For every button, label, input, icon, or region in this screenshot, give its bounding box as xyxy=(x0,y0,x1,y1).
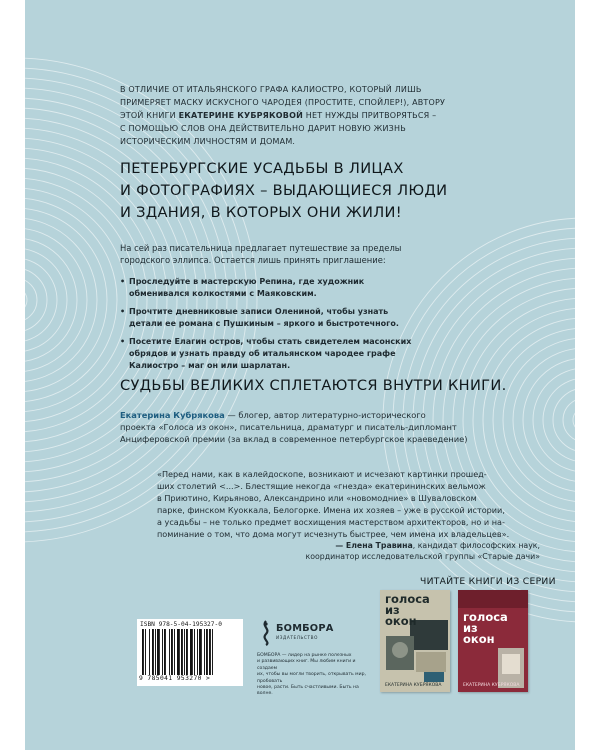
publisher-blurb-line: и развивающих книг. Мы любим книги и создаем xyxy=(257,659,356,671)
quote-line: поминание о том, что дома могут исчезнуть быстрее, чем имена их владельцев». xyxy=(157,529,510,539)
quote-line: а усадьбы – не только предмет восхищения мастерством архитекторов, но и на- xyxy=(157,517,505,527)
publisher-blurb xyxy=(257,653,369,698)
quote-line: парке, финском Куоккала, Белогорке. Имена их хозяев – уже в русской истории, xyxy=(157,505,505,515)
series-book-cover[interactable] xyxy=(380,590,450,692)
author-bio-line xyxy=(120,409,530,421)
lead-line: На сей раз писательница предлагает путешествие за пределы xyxy=(120,243,402,253)
ring xyxy=(573,408,575,432)
barcode-bar xyxy=(162,629,163,675)
barcode-bar xyxy=(212,629,213,675)
author-bio-line: проекта «Голоса из окон», писательница, драматург и писатель-дипломант xyxy=(120,422,457,432)
book-title-line: окон xyxy=(385,614,417,628)
reviewer-name: — Елена Травина xyxy=(335,541,413,550)
list-item xyxy=(120,306,530,330)
ring xyxy=(25,288,27,312)
list-item-line: обменивался колкостями с Маяковским. xyxy=(129,289,317,298)
ring xyxy=(553,388,575,452)
barcode-bar xyxy=(186,629,188,675)
author-bio xyxy=(120,409,530,445)
ring xyxy=(25,238,77,362)
barcode-bar xyxy=(204,629,205,675)
barcode-bar xyxy=(169,629,170,675)
tagline-line: И ЗДАНИЯ, В КОТОРЫХ ОНИ ЖИЛИ! xyxy=(120,204,402,221)
barcode-bar xyxy=(142,629,144,675)
list-item-line: детали ее романа с Пушкиным – яркого и быстротечного. xyxy=(129,319,399,328)
bombora-wave-icon xyxy=(259,620,273,646)
barcode-bar xyxy=(171,629,173,675)
book-title xyxy=(463,612,525,645)
intro-paragraph xyxy=(120,83,520,148)
barcode-bar xyxy=(206,629,208,675)
book-author: ЕКАТЕРИНА КУБРЯКОВА xyxy=(463,683,520,688)
intro-line: ИСТОРИЧЕСКИМ ЛИЧНОСТЯМ И ДОМАМ. xyxy=(120,137,296,146)
ring xyxy=(25,268,47,332)
ring xyxy=(25,198,117,402)
quote-attribution xyxy=(255,540,540,562)
publisher-blurb-line: новое, расти. Быть счастливыми. Быть на волне. xyxy=(257,685,359,697)
attribution-line xyxy=(255,540,540,551)
isbn-barcode-panel xyxy=(137,619,243,686)
author-bio-text: — блогер, автор литературно-исторического xyxy=(224,410,426,420)
book-title-line: из xyxy=(385,603,400,617)
tagline-line: ПЕТЕРБУРГСКИЕ УСАДЬБЫ В ЛИЦАХ xyxy=(120,160,404,177)
list-item-line: • Проследуйте в мастерскую Репина, где художник xyxy=(129,277,365,286)
barcode-bar xyxy=(181,629,183,675)
intro-line: С ПОМОЩЬЮ СЛОВ ОНА ДЕЙСТВИТЕЛЬНО ДАРИТ НОВУЮ ЖИЗНЬ xyxy=(120,124,406,133)
quote-line: ших столетий <...>. Блестящие некогда «гнезда» екатерининских вельмож xyxy=(157,481,486,491)
barcode-bar xyxy=(145,629,146,675)
series-book-cover[interactable] xyxy=(458,590,528,692)
fate-headline: СУДЬБЫ ВЕЛИКИХ СПЛЕТАЮТСЯ ВНУТРИ КНИГИ. xyxy=(120,377,507,394)
book-title-line: голоса xyxy=(463,610,508,624)
list-item-line: Калиостро – маг он или шарлатан. xyxy=(129,361,291,370)
book-title xyxy=(385,594,447,627)
author-bio-line: Анциферовской премии (за вклад в современное петербургское краеведение) xyxy=(120,434,468,444)
attribution-line: координатор исследовательской группы «Старые дачи» xyxy=(305,552,540,561)
book-title-line: из xyxy=(463,621,478,635)
book-author: ЕКАТЕРИНА КУБРЯКОВА xyxy=(385,683,442,688)
lead-paragraph xyxy=(120,242,520,266)
ring xyxy=(25,218,97,382)
barcode-bar xyxy=(164,629,166,675)
isbn-label: ISBN 978-5-04-195327-0 xyxy=(140,621,222,628)
quote-line: в Приютино, Кирьяново, Александрино или «новомодние» в Шуваловском xyxy=(157,493,477,503)
publisher-logo xyxy=(259,620,339,650)
intro-line: В ОТЛИЧИЕ ОТ ИТАЛЬЯНСКОГО ГРАФА КАЛИОСТРО, КОТОРЫЙ ЛИШЬ xyxy=(120,85,422,94)
ring xyxy=(25,228,87,372)
barcode-bar xyxy=(209,629,211,675)
list-item-line: • Прочтите дневниковые записи Олениной, чтобы узнать xyxy=(129,307,389,316)
intro-text: НЕТ НУЖДЫ ПРИТВОРЯТЬСЯ – xyxy=(302,111,437,120)
barcode xyxy=(141,629,239,675)
barcode-digits: 9 785041 953270 > xyxy=(139,675,211,682)
invitation-list xyxy=(120,276,530,378)
quote-line: «Перед нами, как в калейдоскопе, возникают и исчезают картинки прошед- xyxy=(157,469,487,479)
barcode-bar xyxy=(155,629,156,675)
barcode-bar xyxy=(177,629,180,675)
list-item-line: • Посетите Елагин остров, чтобы стать свидетелем масонских xyxy=(129,337,412,346)
tagline-line: И ФОТОГРАФИЯХ – ВЫДАЮЩИЕСЯ ЛЮДИ xyxy=(120,182,448,199)
ring xyxy=(25,258,57,342)
review-quote xyxy=(157,468,537,540)
lead-line: городского эллипса. Остается лишь принять приглашение: xyxy=(120,255,386,265)
barcode-bar xyxy=(184,629,185,675)
barcode-bar xyxy=(152,629,154,675)
publisher-blurb-line: БОМБОРА — лидер на рынке полезных xyxy=(257,653,352,658)
author-name: Екатерина Кубрякова xyxy=(120,410,225,420)
barcode-bar xyxy=(199,629,202,675)
series-heading: ЧИТАЙТЕ КНИГИ ИЗ СЕРИИ xyxy=(420,576,556,587)
barcode-bar xyxy=(194,629,195,675)
list-item xyxy=(120,276,530,300)
back-cover xyxy=(25,0,575,750)
barcode-bar xyxy=(149,629,150,675)
barcode-bar xyxy=(174,629,175,675)
list-item-line: обрядов и узнать правду об итальянском чародее графе xyxy=(129,349,396,358)
tagline xyxy=(120,158,540,224)
publisher-subtitle: ИЗДАТЕЛЬСТВО xyxy=(276,635,319,640)
intro-line: ПРИМЕРЯЕТ МАСКУ ИСКУСНОГО ЧАРОДЕЯ (ПРОСТИТЕ, СПОЙЛЕР!), АВТОРУ xyxy=(120,98,446,107)
barcode-bar xyxy=(157,629,160,675)
intro-text: ЭТОЙ КНИГИ xyxy=(120,111,179,120)
author-name-highlight: ЕКАТЕРИНЕ КУБРЯКОВОЙ xyxy=(178,111,303,120)
list-item xyxy=(120,336,530,372)
publisher-name: БОМБОРА xyxy=(276,623,334,634)
barcode-bar xyxy=(190,629,193,675)
barcode-bar xyxy=(197,629,198,675)
reviewer-title: , кандидат философских наук, xyxy=(412,541,540,550)
intro-line xyxy=(120,109,520,122)
book-title-line: окон xyxy=(463,632,495,646)
publisher-blurb-line: их, чтобы вы могли творить, открывать мир, пробовать xyxy=(257,672,367,684)
book-title-line: голоса xyxy=(385,592,430,606)
ring xyxy=(25,248,67,352)
